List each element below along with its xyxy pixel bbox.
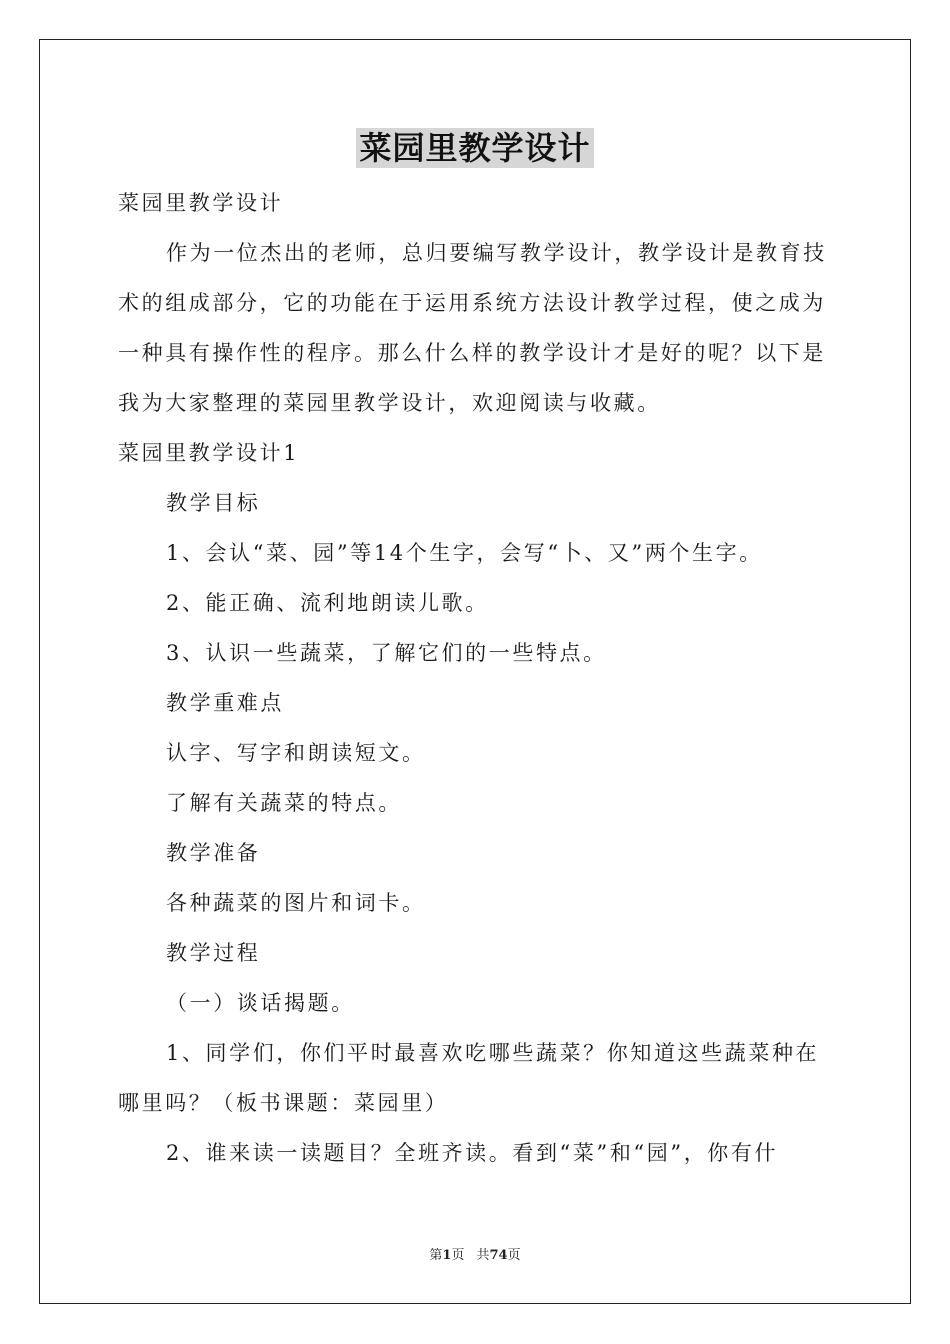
title-container (0, 128, 950, 168)
paragraph: 认字、写字和朗读短文。 (166, 741, 426, 765)
paragraph: 教学目标 (166, 491, 261, 515)
paragraph: （一）谈话揭题。 (166, 991, 355, 1015)
paragraph: 1、同学们，你们平时最喜欢吃哪些蔬菜？你知道这些蔬菜种在哪里吗？（板书课题：菜园里） (118, 1041, 820, 1115)
page-suffix: 页 (451, 1248, 465, 1263)
paragraph: 教学重难点 (166, 691, 284, 715)
paragraph: 菜园里教学设计 (118, 191, 284, 215)
paragraph: 3、认识一些蔬菜，了解它们的一些特点。 (166, 641, 607, 665)
document-body (118, 178, 834, 1178)
paragraph: 作为一位杰出的老师，总归要编写教学设计，教学设计是教育技术的组成部分，它的功能在于运用系统方法设计教学过程，使之成为一种具有操作性的程序。那么什么样的教学设计才是好的呢？以下是我为大家整理的菜园里教学设计，欢迎阅读与收藏。 (118, 241, 827, 415)
paragraph: 教学准备 (166, 841, 261, 865)
paragraph: 了解有关蔬菜的特点。 (166, 791, 402, 815)
page-prefix: 第 (429, 1248, 443, 1263)
page-number: 1 (442, 1248, 452, 1263)
paragraph: 菜园里教学设计1 (118, 441, 300, 465)
paragraph: 教学过程 (166, 941, 261, 965)
page-footer (0, 1244, 950, 1263)
total-suffix: 页 (507, 1248, 521, 1263)
paragraph: 各种蔬菜的图片和词卡。 (166, 891, 426, 915)
paragraph: 2、能正确、流利地朗读儿歌。 (166, 591, 489, 615)
total-prefix: 共 (476, 1248, 490, 1263)
total-pages: 74 (489, 1248, 508, 1263)
paragraph: 2、谁来读一读题目？全班齐读。看到“菜”和“园”，你有什 (166, 1141, 779, 1165)
paragraph: 1、会认“菜、园”等14个生字，会写“卜、又”两个生字。 (166, 541, 763, 565)
document-title: 菜园里教学设计 (356, 128, 593, 168)
